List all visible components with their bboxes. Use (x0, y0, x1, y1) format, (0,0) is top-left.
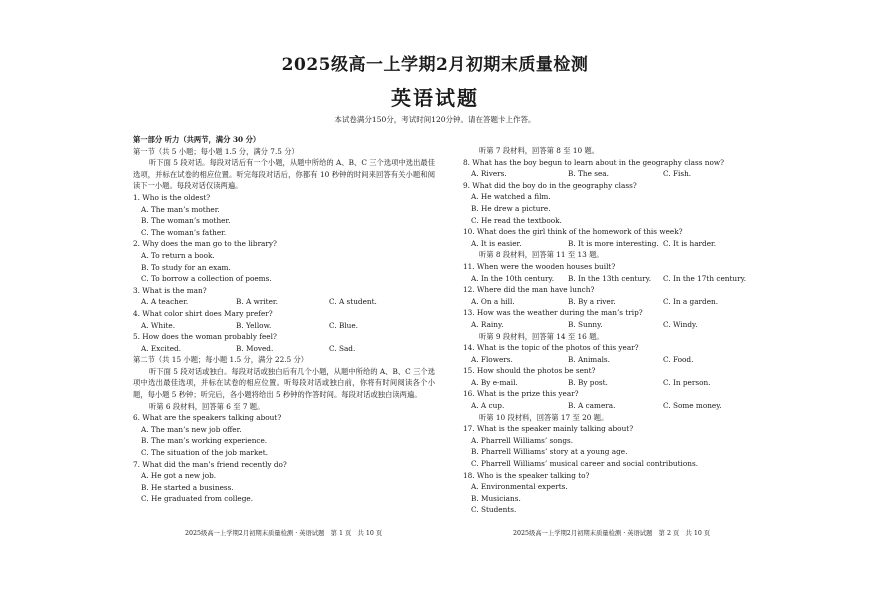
option: C. Students. (471, 505, 517, 515)
option: C. Fish. (663, 169, 692, 179)
option: A. He watched a film. (471, 192, 551, 202)
option: C. He read the textbook. (471, 215, 562, 225)
material-note: 听第 6 段材料，回答第 6 至 7 题。 (149, 401, 265, 411)
option: A. Rivers. (471, 169, 507, 179)
question: 4. What color shirt does Mary prefer? (133, 308, 273, 318)
question: 9. What did the boy do in the geography class? (463, 180, 637, 190)
option: B. Pharrell Williams’ story at a young age. (471, 447, 628, 457)
option-row (463, 319, 748, 331)
question: 16. What is the prize this year? (463, 389, 579, 399)
option: B. By a river. (568, 296, 616, 306)
left-column (133, 134, 435, 505)
question: 18. Who is the speaker talking to? (463, 470, 590, 480)
question: 5. How does the woman probably feel? (133, 332, 277, 342)
option: A. By e-mail. (471, 377, 518, 387)
question: 3. What is the man? (133, 285, 207, 295)
option-row (133, 296, 435, 308)
option: A. Environmental experts. (471, 482, 568, 492)
exam-title: 2025级高一上学期2月初期末质量检测 (281, 55, 589, 75)
option: C. Food. (663, 354, 694, 364)
question: 1. Who is the oldest? (133, 192, 211, 202)
question: 6. What are the speakers talking about? (133, 413, 282, 423)
section-heading: 第一节（共 5 小题；每小题 1.5 分，满分 7.5 分） (133, 146, 299, 156)
right-column (463, 145, 748, 516)
option: C. To borrow a collection of poems. (141, 274, 272, 284)
option-row (463, 377, 748, 389)
option: B. A writer. (236, 297, 278, 307)
question: 2. Why does the man go to the library? (133, 239, 277, 249)
option: B. To study for an exam. (141, 262, 231, 272)
option: A. In the 10th century. (471, 273, 555, 283)
option: C. It is harder. (663, 238, 717, 248)
option: B. Musicians. (471, 493, 521, 503)
option-row (133, 320, 435, 332)
option: B. He started a business. (141, 482, 234, 492)
material-note: 听第 7 段材料，回答第 8 至 10 题。 (479, 146, 600, 155)
option: B. Sunny. (568, 319, 603, 329)
option: C. Blue. (329, 320, 358, 330)
option: C. Pharrell Williams’ musical career and social contributions. (471, 459, 699, 469)
question: 7. What did the man’s friend recently do? (133, 459, 287, 469)
page-footer-left: 2025级高一上学期2月初期末质量检测 · 英语试题 第 1 页 共 10 页 (185, 530, 383, 537)
option: C. The situation of the job market. (141, 448, 268, 458)
section-heading: 第二节（共 15 小题；每小题 1.5 分，满分 22.5 分） (133, 355, 309, 365)
option: A. A cup. (471, 401, 505, 411)
option: A. A teacher. (141, 297, 189, 307)
option: A. Excited. (141, 343, 182, 353)
material-note: 听第 9 段材料，回答第 14 至 16 题。 (479, 331, 604, 341)
option: C. In a garden. (663, 296, 719, 306)
option: B. The man’s working experience. (141, 436, 268, 446)
option-row (463, 168, 748, 180)
option: C. Windy. (663, 319, 698, 329)
option: B. In the 13th century. (568, 273, 652, 283)
option: B. Moved. (236, 343, 274, 353)
option: B. It is more interesting. (568, 238, 659, 248)
option-row (463, 296, 748, 308)
option: B. By post. (568, 377, 608, 387)
question: 13. How was the weather during the man’s trip? (463, 308, 643, 318)
material-note: 听第 10 段材料，回答第 17 至 20 题。 (479, 412, 609, 422)
option: A. To return a book. (141, 250, 215, 260)
option: A. It is easier. (471, 238, 522, 248)
option: B. The sea. (568, 169, 609, 179)
option: A. He got a new job. (141, 471, 217, 481)
exam-note: 本试卷满分150分，考试时间120分钟。请在答题卡上作答。 (334, 115, 536, 124)
question: 15. How should the photos be sent? (463, 366, 596, 376)
option: C. In the 17th century. (663, 273, 747, 283)
option: A. The man’s mother. (141, 204, 220, 214)
option: A. White. (141, 320, 176, 330)
option: C. In person. (663, 377, 711, 387)
option: B. He drew a picture. (471, 203, 551, 213)
part-heading: 第一部分 听力（共两节，满分 30 分） (133, 135, 261, 144)
subject-title: 英语试题 (391, 86, 479, 110)
question: 14. What is the topic of the photos of this year? (463, 343, 639, 353)
option: C. Some money. (663, 401, 722, 411)
option: A. Flowers. (471, 354, 513, 364)
question: 11. When were the wooden houses built? (463, 261, 616, 271)
option: B. A camera. (568, 401, 616, 411)
option: A. The man’s new job offer. (141, 424, 242, 434)
question: 17. What is the speaker mainly talking about? (463, 424, 634, 434)
page-footer-right: 2025级高一上学期2月初期末质量检测 · 英语试题 第 2 页 共 10 页 (513, 530, 711, 537)
section-instructions: 听下面 5 段对话。每段对话后有一个小题，从题中所给的 A、B、C 三个选项中选出最佳选项，并标在试卷的相应位置。听完每段对话后，你都有 10 秒钟的时间来回答有关小题和阅读下一小题。每段对话仅读两遍。 (133, 158, 435, 191)
option-row (463, 354, 748, 366)
option: B. Animals. (568, 354, 610, 364)
question: 10. What does the girl think of the homework of this week? (463, 227, 683, 237)
option: C. A student. (329, 297, 377, 307)
option: C. He graduated from college. (141, 494, 254, 504)
option-row (463, 273, 748, 285)
option-row (133, 343, 435, 355)
option: C. Sad. (329, 343, 356, 353)
option: A. On a hill. (471, 296, 515, 306)
option: C. The woman’s father. (141, 227, 227, 237)
question: 8. What has the boy begun to learn about in the geography class now? (463, 157, 725, 167)
material-note: 听第 8 段材料，回答第 11 至 13 题。 (479, 250, 604, 260)
option-row (463, 400, 748, 412)
option: A. Rainy. (471, 319, 504, 329)
option: B. The woman’s mother. (141, 216, 231, 226)
section-instructions: 听下面 5 段对话或独白。每段对话或独白后有几个小题，从题中所给的 A、B、C 三个选项中选出最佳选项，并标在试卷的相应位置。听每段对话或独白前，你将有时间阅读各个小题，每小题 5 秒钟；听完后，各小题将给出 5 秒钟的作答时间。每段对话或独白读两遍。 (133, 366, 435, 400)
option: A. Pharrell Williams’ songs. (471, 435, 574, 445)
option: B. Yellow. (236, 320, 272, 330)
question: 12. Where did the man have lunch? (463, 285, 595, 295)
option-row (463, 238, 748, 250)
